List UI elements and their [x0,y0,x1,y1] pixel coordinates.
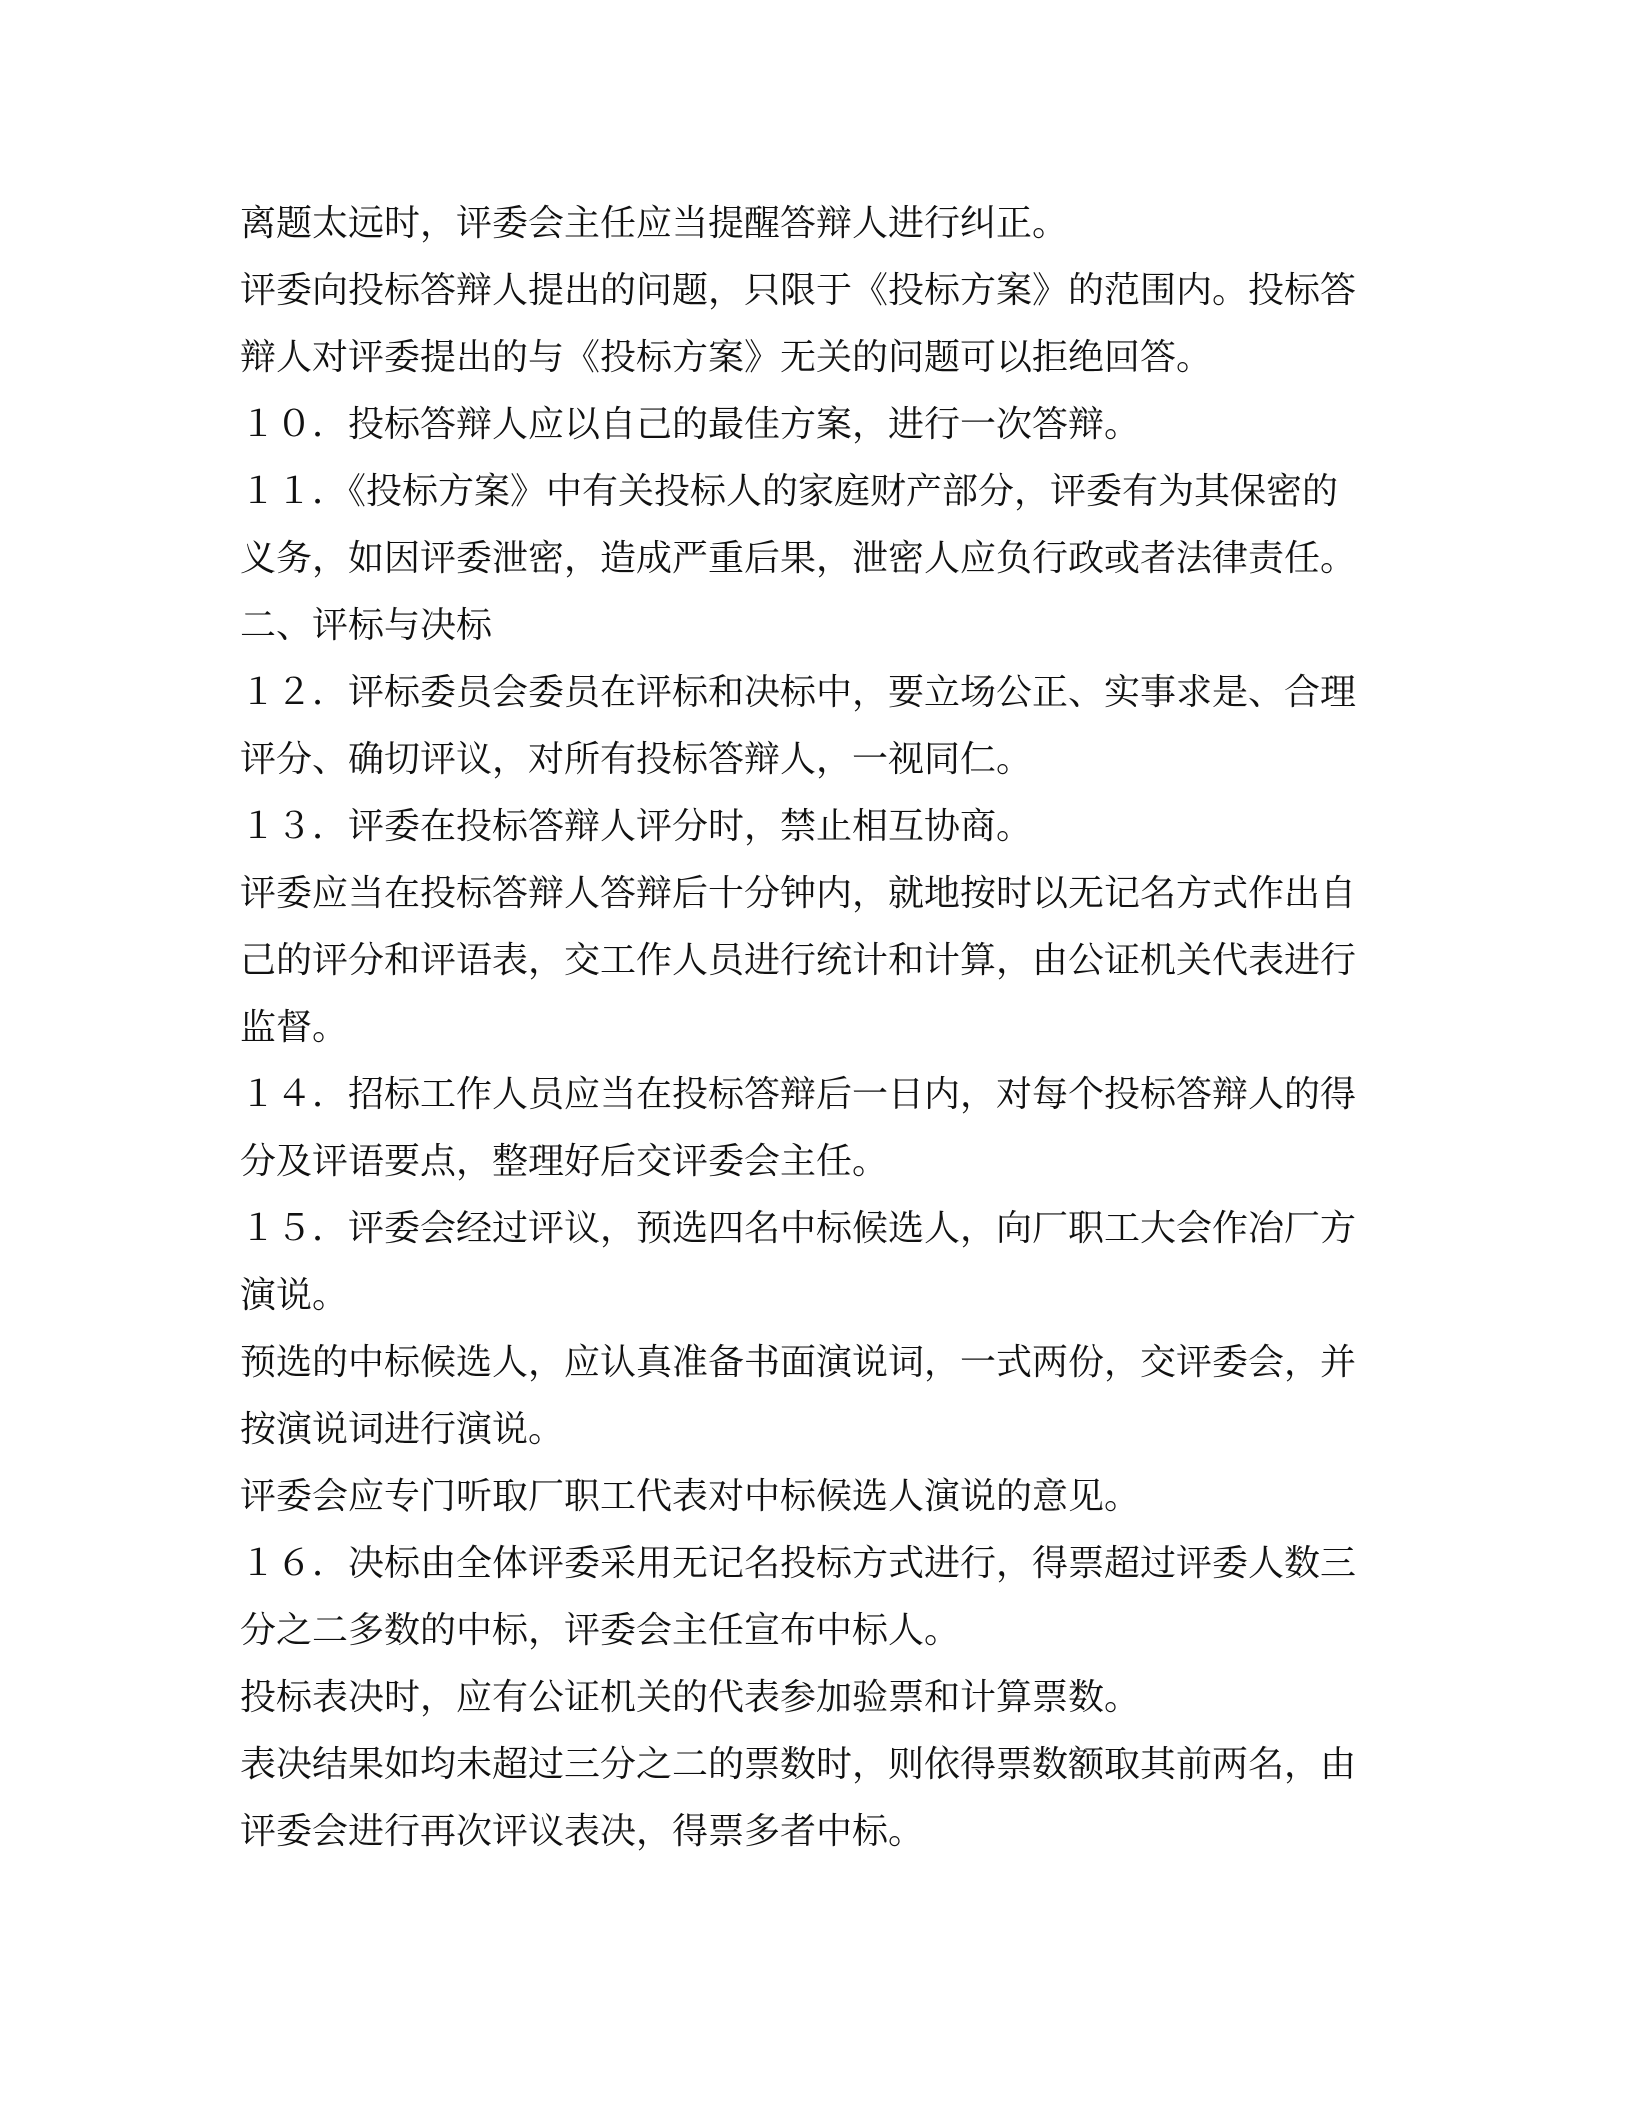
text-line: １６．决标由全体评委采用无记名投标方式进行，得票超过评委人数三 [240,1543,1357,1584]
text-line: 辩人对评委提出的与《投标方案》无关的问题可以拒绝回答。 [240,337,1213,378]
text-line: 按演说词进行演说。 [240,1409,565,1450]
text-line: 投标表决时，应有公证机关的代表参加验票和计算票数。 [240,1677,1141,1718]
text-line: 评委会应专门听取厂职工代表对中标候选人演说的意见。 [240,1476,1141,1517]
text-line: 评委应当在投标答辩人答辩后十分钟内，就地按时以无记名方式作出自 [240,873,1357,914]
text-line: １２．评标委员会委员在评标和决标中，要立场公正、实事求是、合理 [240,672,1357,713]
text-line: 表决结果如均未超过三分之二的票数时，则依得票数额取其前两名，由 [240,1744,1357,1785]
text-line: 己的评分和评语表，交工作人员进行统计和计算，由公证机关代表进行 [240,940,1357,981]
text-line: １１．《投标方案》中有关投标人的家庭财产部分，评委有为其保密的 [240,471,1339,512]
text-line: 监督。 [240,1007,349,1048]
text-line: 预选的中标候选人，应认真准备书面演说词，一式两份，交评委会，并 [240,1342,1357,1383]
text-line: 义务，如因评委泄密，造成严重后果，泄密人应负行政或者法律责任。 [240,538,1357,579]
text-line: 离题太远时，评委会主任应当提醒答辩人进行纠正。 [240,203,1069,244]
text-line: １０．投标答辩人应以自己的最佳方案，进行一次答辩。 [240,404,1141,445]
text-line: １３．评委在投标答辩人评分时，禁止相互协商。 [240,806,1033,847]
section-heading: 二、评标与决标 [240,605,493,646]
document-body [240,190,1400,1865]
text-line: 评分、确切评议，对所有投标答辩人，一视同仁。 [240,739,1033,780]
text-line: 分之二多数的中标，评委会主任宣布中标人。 [240,1610,961,1651]
text-line: 演说。 [240,1275,349,1316]
text-line: 评委向投标答辩人提出的问题，只限于《投标方案》的范围内。投标答 [240,270,1357,311]
text-line: 分及评语要点，整理好后交评委会主任。 [240,1141,889,1182]
text-line: １４．招标工作人员应当在投标答辩后一日内，对每个投标答辩人的得 [240,1074,1357,1115]
text-line: １５．评委会经过评议，预选四名中标候选人，向厂职工大会作冶厂方 [240,1208,1357,1249]
text-line: 评委会进行再次评议表决，得票多者中标。 [240,1811,925,1852]
